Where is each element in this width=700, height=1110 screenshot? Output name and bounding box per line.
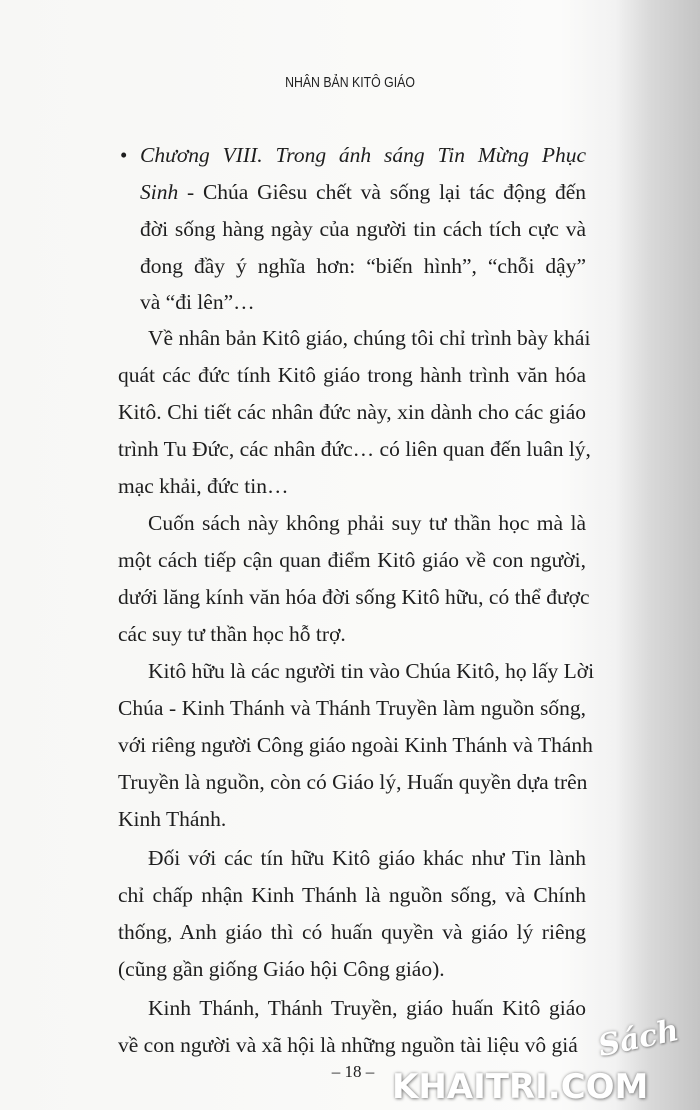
running-header: NHÂN BẢN KITÔ GIÁO: [285, 74, 415, 91]
paragraph-line: Đối với các tín hữu Kitô giáo khác như Tin lành: [148, 846, 586, 870]
paragraph-line: Cuốn sách này không phải suy tư thần học mà là: [148, 511, 586, 535]
paragraph-line: Truyền là nguồn, còn có Giáo lý, Huấn quyền dựa trên: [118, 770, 588, 794]
bullet-line: đong đầy ý nghĩa hơn: “biến hình”, “chỗi dậy”: [140, 254, 586, 278]
chapter-title-end: Sinh: [140, 180, 179, 204]
paragraph-line: trình Tu Đức, các nhân đức… có liên quan đến luân lý,: [118, 437, 591, 461]
bullet-line: [140, 177, 586, 207]
bullet-icon: •: [120, 143, 128, 167]
paragraph-line: (cũng gần giống Giáo hội Công giáo).: [118, 957, 445, 981]
bullet-line: và “đi lên”…: [140, 290, 255, 314]
bullet-text: - Chúa Giêsu chết và sống lại tác động đến: [178, 180, 586, 204]
paragraph-line: Kitô. Chi tiết các nhân đức này, xin dành cho các giáo: [118, 400, 586, 424]
paragraph-line: các suy tư thần học hỗ trợ.: [118, 622, 346, 646]
paragraph-line: một cách tiếp cận quan điểm Kitô giáo về con người,: [118, 548, 586, 572]
page-number: – 18 –: [331, 1062, 375, 1081]
paragraph-line: Chúa - Kinh Thánh và Thánh Truyền làm nguồn sống,: [118, 696, 586, 720]
paragraph-line: thống, Anh giáo thì có huấn quyền và giáo lý riêng: [118, 920, 586, 944]
paragraph-line: mạc khải, đức tin…: [118, 474, 289, 498]
paragraph-line: Về nhân bản Kitô giáo, chúng tôi chỉ trình bày khái: [148, 326, 591, 350]
paragraph-line: quát các đức tính Kitô giáo trong hành trình văn hóa: [118, 363, 586, 387]
paragraph-line: chỉ chấp nhận Kinh Thánh là nguồn sống, và Chính: [118, 883, 586, 907]
paragraph-line: về con người và xã hội là những nguồn tài liệu vô giá: [118, 1033, 578, 1057]
watermark-logo: Sách: [595, 1012, 682, 1065]
watermark-logo-text: KHAITRI.COM: [392, 1067, 649, 1107]
paragraph-line: Kinh Thánh, Thánh Truyền, giáo huấn Kitô giáo: [148, 996, 586, 1020]
bullet-line: [140, 140, 586, 170]
chapter-title: Chương VIII. Trong ánh sáng Tin Mừng Phục: [140, 143, 586, 167]
paragraph-line: dưới lăng kính văn hóa đời sống Kitô hữu, có thể được: [118, 585, 590, 609]
paragraph-line: với riêng người Công giáo ngoài Kinh Thánh và Thánh: [118, 733, 593, 757]
paragraph-line: Kinh Thánh.: [118, 807, 227, 831]
bullet-line: đời sống hàng ngày của người tin cách tích cực và: [140, 217, 586, 241]
paragraph-line: Kitô hữu là các người tin vào Chúa Kitô, họ lấy Lời: [148, 659, 595, 683]
